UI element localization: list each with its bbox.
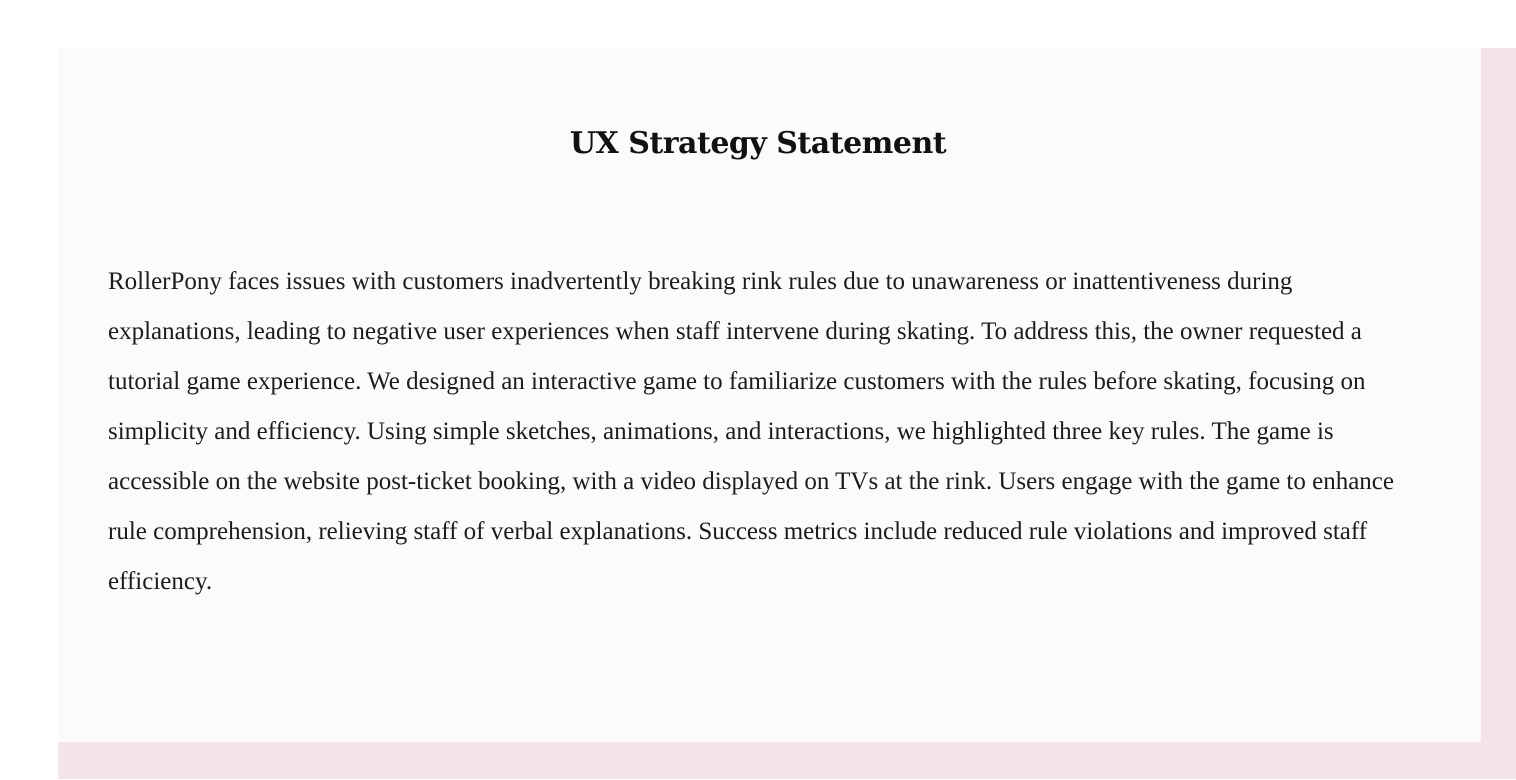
section-title: UX Strategy Statement bbox=[569, 126, 947, 161]
strategy-statement-paragraph: RollerPony faces issues with customers inadvertently breaking rink rules due to unawareness or inattentiveness during explanations, leading to negative user experiences when staff intervene during skating. To address this, the owner requested a tutorial game experience. We designed an interactive game to familiarize customers with the rules before skating, focusing on simplicity and efficiency. Using simple sketches, animations, and interactions, we highlighted three key rules. The game is accessible on the website post-ticket booking, with a video displayed on TVs at the rink. Users engage with the game to enhance rule comprehension, relieving staff of verbal explanations. Success metrics include reduced rule violations and improved staff efficiency. bbox=[108, 268, 1394, 595]
